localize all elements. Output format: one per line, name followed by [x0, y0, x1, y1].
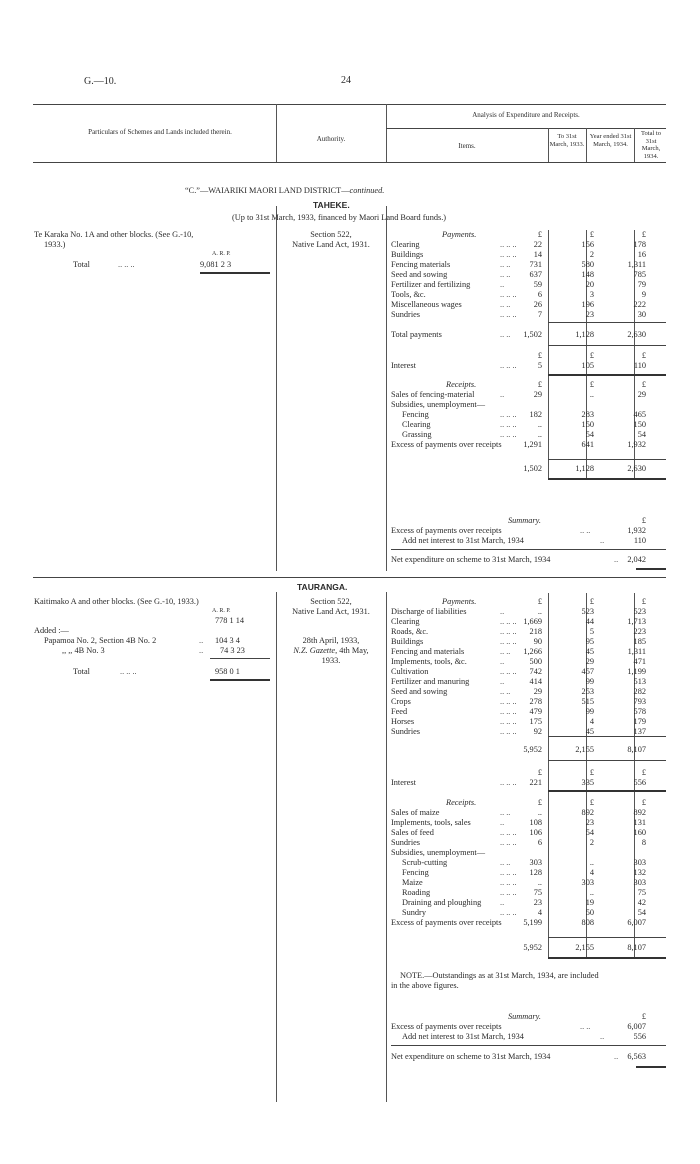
tauranga-receipt-row — [0, 848, 700, 857]
tauranga-payment-row — [0, 697, 700, 706]
tauranga-payment-row-c1: 90 — [533, 637, 542, 646]
tauranga-receipt-row-label: Fencing — [402, 868, 429, 877]
tauranga-payment-row-dots: .. .. .. — [500, 667, 517, 676]
tauranga-total-payments-row: 5,952 2,155 8,107 — [523, 745, 646, 754]
tauranga-receipt-row-c3: 132 — [633, 868, 646, 877]
taheke-receipt-row-c3: 54 — [637, 430, 646, 439]
taheke-payment-row-c2: 148 — [581, 270, 594, 279]
tauranga-payment-row-c1: 479 — [529, 707, 542, 716]
tauranga-payment-row-dots: .. .. .. — [500, 707, 517, 716]
taheke-receipt-row-c3: 465 — [633, 410, 646, 419]
tauranga-receipt-row-dots: .. .. — [500, 808, 511, 817]
taheke-payment-row-c2: 20 — [585, 280, 594, 289]
tauranga-payment-row-c2: 44 — [585, 617, 594, 626]
tauranga-summary-heading: Summary. — [508, 1012, 541, 1021]
tauranga-payment-row-label: Crops — [391, 697, 411, 706]
column-total-1934: Total to 31st March, 1934. — [641, 130, 661, 160]
taheke-payment-row-label: Clearing — [391, 240, 420, 249]
tauranga-receipt-row-dots: .. .. .. — [500, 828, 517, 837]
tauranga-payment-row-dots: .. .. — [500, 687, 511, 696]
taheke-interest-currency: £ £ £ — [537, 351, 646, 360]
tauranga-receipt-row-c3: 303 — [633, 858, 646, 867]
tauranga-interest-row: Interest .. .. .. 221 335 556 — [391, 778, 646, 787]
tauranga-net-expenditure: Net expenditure on scheme to 31st March, 1934 .. 6,563 — [391, 1052, 646, 1061]
tauranga-payment-row-dots: .. .. .. — [500, 627, 517, 636]
tauranga-payment-row-c2: 4 — [589, 717, 594, 726]
taheke-payment-row-c1: 59 — [533, 280, 542, 289]
taheke-particulars-year: 1933.) — [44, 240, 66, 249]
tauranga-receipt-row-label: Sales of feed — [391, 828, 434, 837]
taheke-payment-row-c2: 23 — [585, 310, 594, 319]
taheke-payment-row-c3: 222 — [633, 300, 646, 309]
taheke-receipts-heading-row: Receipts. £ £ £ — [446, 380, 646, 389]
district-title: “C.”—WAIARIKI MAORI LAND DISTRICT—continued. — [185, 186, 385, 195]
taheke-title: TAHEKE. — [313, 200, 350, 210]
tauranga-payment-row — [0, 637, 700, 646]
taheke-receipt-row-c1: 29 — [533, 390, 542, 399]
taheke-payment-row — [0, 310, 700, 319]
tauranga-receipt-row-c3: 892 — [633, 808, 646, 817]
tauranga-receipt-row-dots: .. — [500, 898, 505, 907]
taheke-payment-row — [0, 300, 700, 309]
tauranga-total-area: 958 0 1 — [215, 667, 240, 676]
taheke-receipt-row-label: Clearing — [402, 420, 431, 429]
tauranga-receipt-row-c2: 808 — [581, 918, 594, 927]
tauranga-particulars: Kaitimako A and other blocks. (See G.-10, 1933.) — [34, 597, 199, 606]
tauranga-note: NOTE.—Outstandings as at 31st March, 1934, are included — [400, 971, 599, 980]
tauranga-authority-year: 1933. — [321, 656, 341, 665]
taheke-summary-interest: Add net interest to 31st March, 1934 .. 110 — [402, 536, 646, 545]
taheke-receipt-row — [0, 400, 700, 409]
tauranga-added-2: ,, ,, 4B No. 3 — [62, 646, 105, 655]
tauranga-receipt-row-c1: 75 — [533, 888, 542, 897]
tauranga-receipts-heading-row: Receipts. £ £ £ — [446, 798, 646, 807]
column-particulars: Particulars of Schemes and Lands included therein. — [88, 128, 232, 136]
tauranga-receipt-row-label: Sales of maize — [391, 808, 440, 817]
taheke-payment-row-c1: 14 — [533, 250, 542, 259]
taheke-summary-heading: Summary. — [508, 516, 541, 525]
tauranga-payment-row-c1: 1,266 — [523, 647, 542, 656]
taheke-payment-row-label: Fencing materials — [391, 260, 451, 269]
tauranga-receipt-row-c2: 303 — [581, 878, 594, 887]
tauranga-payment-row-label: Implements, tools, &c. — [391, 657, 467, 666]
tauranga-payment-row-label: Seed and sowing — [391, 687, 448, 696]
taheke-payment-row-dots: .. .. .. — [500, 310, 517, 319]
tauranga-receipt-row-label: Sundry — [402, 908, 426, 917]
tauranga-payment-row-label: Roads, &c. — [391, 627, 429, 636]
tauranga-receipt-row-c3: 54 — [637, 908, 646, 917]
tauranga-payment-row-dots: .. — [500, 607, 505, 616]
taheke-summary-currency: £ — [641, 516, 646, 525]
tauranga-payment-row-c3: 793 — [633, 697, 646, 706]
taheke-receipt-row-dots: .. .. .. — [500, 430, 517, 439]
taheke-receipt-row-c3: 29 — [637, 390, 646, 399]
tauranga-payment-row-c1: .. — [537, 607, 542, 616]
taheke-payment-row-c2: 3 — [589, 290, 594, 299]
tauranga-receipt-row-c2: 19 — [585, 898, 594, 907]
taheke-total-label: Total — [73, 260, 90, 269]
tauranga-payment-row-label: Fencing and materials — [391, 647, 465, 656]
tauranga-payment-row-c1: 218 — [529, 627, 542, 636]
taheke-payment-row — [0, 250, 700, 259]
taheke-payment-row-c3: 30 — [637, 310, 646, 319]
tauranga-added-2-area: 74 3 23 — [220, 646, 245, 655]
tauranga-receipt-row-dots: .. .. .. — [500, 868, 517, 877]
taheke-payment-row-dots: .. .. .. — [500, 290, 517, 299]
tauranga-receipt-row-label: Implements, tools, sales — [391, 818, 471, 827]
tauranga-payment-row-c3: 1,311 — [627, 647, 646, 656]
tauranga-receipt-row-c2: 23 — [585, 818, 594, 827]
tauranga-arp-head: A. R. P. — [212, 608, 231, 614]
tauranga-receipt-row-dots: .. — [500, 818, 505, 827]
tauranga-payment-row — [0, 657, 700, 666]
taheke-receipt-row-c2: 283 — [581, 410, 594, 419]
taheke-receipt-row-c2: .. — [589, 390, 594, 399]
taheke-receipt-row-label: Grassing — [402, 430, 432, 439]
tauranga-receipt-row-c3: 160 — [633, 828, 646, 837]
tauranga-payment-row-c3: 137 — [633, 727, 646, 736]
tauranga-receipt-row-c2: 50 — [585, 908, 594, 917]
taheke-receipt-row-label: Excess of payments over receipts — [391, 440, 502, 449]
tauranga-payment-row-c1: 414 — [529, 677, 542, 686]
taheke-total-dots: .. .. .. — [118, 260, 135, 269]
taheke-payment-row-dots: .. .. .. — [500, 240, 517, 249]
taheke-receipt-row — [0, 420, 700, 429]
taheke-total-payments-row: Total payments .. .. 1,502 1,128 2,630 — [391, 330, 646, 339]
tauranga-payment-row-c2: 5 — [589, 627, 594, 636]
taheke-payment-row-c1: 731 — [529, 260, 542, 269]
taheke-receipt-row-label: Subsidies, unemployment— — [391, 400, 486, 409]
tauranga-added-1: Papamoa No. 2, Section 4B No. 2 — [44, 636, 157, 645]
tauranga-payment-row-c1: 742 — [529, 667, 542, 676]
tauranga-payment-row-c2: 253 — [581, 687, 594, 696]
taheke-payment-row-dots: .. .. — [500, 300, 511, 309]
tauranga-payment-row-c2: 45 — [585, 647, 594, 656]
tauranga-added-1-area: 104 3 4 — [215, 636, 240, 645]
tauranga-receipt-row-c2: 54 — [585, 828, 594, 837]
tauranga-receipt-row-c1: 128 — [529, 868, 542, 877]
tauranga-receipt-row — [0, 828, 700, 837]
tauranga-receipt-row-c3: 75 — [637, 888, 646, 897]
tauranga-payment-row-c2: 29 — [585, 657, 594, 666]
tauranga-receipt-row-c3: 6,007 — [627, 918, 646, 927]
taheke-payment-row-c3: 785 — [633, 270, 646, 279]
taheke-payment-row — [0, 280, 700, 289]
tauranga-payment-row-dots: .. .. .. — [500, 717, 517, 726]
taheke-payment-row-c2: 2 — [589, 250, 594, 259]
taheke-payment-row-c3: 9 — [641, 290, 646, 299]
tauranga-receipt-row-dots: .. .. .. — [500, 908, 517, 917]
tauranga-payment-row-label: Discharge of liabilities — [391, 607, 467, 616]
taheke-receipt-row-dots: .. — [500, 390, 505, 399]
column-year-1934: Year ended 31st March, 1934. — [589, 133, 632, 148]
tauranga-summary-excess: Excess of payments over receipts .. .. 6,007 — [391, 1022, 646, 1031]
taheke-receipt-row-c3: 1,932 — [627, 440, 646, 449]
taheke-summary-excess: Excess of payments over receipts .. .. 1,932 — [391, 526, 646, 535]
tauranga-note-cont: in the above figures. — [391, 981, 459, 990]
tauranga-receipt-row-c2: .. — [589, 858, 594, 867]
tauranga-receipt-row-c1: 108 — [529, 818, 542, 827]
tauranga-payment-row-dots: .. .. .. — [500, 727, 517, 736]
taheke-payment-row — [0, 290, 700, 299]
taheke-receipt-row-c1: .. — [537, 420, 542, 429]
tauranga-payment-row-dots: .. — [500, 677, 505, 686]
taheke-payment-row-label: Fertilizer and fertilizing — [391, 280, 471, 289]
taheke-receipt-row-c1: 1,291 — [523, 440, 542, 449]
tauranga-payment-row-c1: 92 — [533, 727, 542, 736]
tauranga-payment-row-c2: 99 — [585, 707, 594, 716]
tauranga-payment-row-c1: 29 — [533, 687, 542, 696]
taheke-payment-row-dots: .. — [500, 280, 505, 289]
tauranga-receipt-row-c3: 303 — [633, 878, 646, 887]
taheke-payment-row-label: Tools, &c. — [391, 290, 426, 299]
tauranga-payment-row-dots: .. .. .. — [500, 637, 517, 646]
tauranga-receipt-row-dots: .. .. — [500, 858, 511, 867]
tauranga-total-dots: .. .. .. — [120, 667, 137, 676]
tauranga-payment-row-c3: 471 — [633, 657, 646, 666]
tauranga-payment-row-c2: 95 — [585, 637, 594, 646]
tauranga-payment-row-label: Cultivation — [391, 667, 429, 676]
tauranga-payment-row-c3: 282 — [633, 687, 646, 696]
tauranga-receipt-row-c3: 8 — [641, 838, 646, 847]
tauranga-summary-interest: Add net interest to 31st March, 1934 .. 556 — [402, 1032, 646, 1041]
tauranga-payment-row-c1: 175 — [529, 717, 542, 726]
tauranga-payment-row-label: Buildings — [391, 637, 424, 646]
taheke-payment-row-dots: .. .. — [500, 260, 511, 269]
tauranga-payment-row-c3: 513 — [633, 677, 646, 686]
taheke-payment-row-c1: 6 — [537, 290, 542, 299]
tauranga-receipt-row-c1: .. — [537, 878, 542, 887]
tauranga-receipt-row-dots: .. .. .. — [500, 838, 517, 847]
tauranga-receipt-row-c1: .. — [537, 808, 542, 817]
tauranga-payment-row-c2: 99 — [585, 677, 594, 686]
tauranga-receipt-row — [0, 868, 700, 877]
taheke-payment-row — [0, 260, 700, 269]
tauranga-receipt-row — [0, 898, 700, 907]
tauranga-added-label: Added :— — [34, 626, 69, 635]
tauranga-payment-row — [0, 687, 700, 696]
taheke-payment-row-c1: 637 — [529, 270, 542, 279]
tauranga-added-1-dots: .. — [199, 636, 204, 645]
tauranga-payment-row-c3: 179 — [633, 717, 646, 726]
taheke-receipt-row-dots: .. .. .. — [500, 410, 517, 419]
tauranga-receipt-row-c1: 5,199 — [523, 918, 542, 927]
tauranga-authority-date: 28th April, 1933, — [302, 636, 360, 645]
taheke-receipt-row-c2: 641 — [581, 440, 594, 449]
tauranga-payment-row-dots: .. .. .. — [500, 697, 517, 706]
tauranga-receipt-row-c2: 2 — [589, 838, 594, 847]
taheke-receipt-row-c3: 150 — [633, 420, 646, 429]
tauranga-payment-row-dots: .. .. — [500, 647, 511, 656]
tauranga-payment-row — [0, 717, 700, 726]
tauranga-authority-gazette: N.Z. Gazette, 4th May, — [293, 646, 369, 655]
taheke-arp-head: A. R. P. — [212, 251, 231, 257]
taheke-net-expenditure: Net expenditure on scheme to 31st March, 1934 .. 2,042 — [391, 555, 646, 564]
tauranga-receipt-row-c1: 6 — [537, 838, 542, 847]
tauranga-receipt-row-c1: 303 — [529, 858, 542, 867]
tauranga-receipt-row-c3: 131 — [633, 818, 646, 827]
tauranga-payment-row — [0, 627, 700, 636]
tauranga-payment-row-c1: 500 — [529, 657, 542, 666]
taheke-receipt-row-label: Fencing — [402, 410, 429, 419]
tauranga-payment-row — [0, 677, 700, 686]
tauranga-receipt-row-c2: 4 — [589, 868, 594, 877]
tauranga-payment-row-c2: 457 — [581, 667, 594, 676]
tauranga-payment-row-c2: 515 — [581, 697, 594, 706]
taheke-receipt-row-c2: 54 — [585, 430, 594, 439]
taheke-payment-row-c1: 7 — [537, 310, 542, 319]
tauranga-receipt-row — [0, 808, 700, 817]
tauranga-payment-row-label: Sundries — [391, 727, 421, 736]
page-ref: G.—10. — [84, 76, 117, 87]
taheke-payment-row-c1: 22 — [533, 240, 542, 249]
tauranga-receipt-row — [0, 888, 700, 897]
tauranga-receipt-row-label: Roading — [402, 888, 431, 897]
tauranga-receipt-row-label: Sundries — [391, 838, 421, 847]
tauranga-receipt-row-c2: .. — [589, 888, 594, 897]
taheke-payment-row-c2: 156 — [581, 240, 594, 249]
taheke-receipts-total-row: 1,502 1,128 2,630 — [523, 464, 646, 473]
taheke-payment-row-dots: .. .. — [500, 270, 511, 279]
taheke-receipt-row-dots: .. .. .. — [500, 420, 517, 429]
tauranga-payment-row-c2: 45 — [585, 727, 594, 736]
tauranga-receipt-row — [0, 918, 700, 927]
taheke-receipt-row-label: Sales of fencing-material — [391, 390, 475, 399]
tauranga-payments-heading: Payments. — [442, 597, 477, 606]
taheke-payment-row-c3: 16 — [637, 250, 646, 259]
tauranga-payment-row-label: Fertilizer and manuring — [391, 677, 470, 686]
column-analysis: Analysis of Expenditure and Receipts. — [472, 111, 580, 119]
tauranga-payment-row-c2: 523 — [581, 607, 594, 616]
tauranga-payment-row-c1: 278 — [529, 697, 542, 706]
tauranga-receipt-row-c1: 23 — [533, 898, 542, 907]
tauranga-receipts-total-row: 5,952 2,155 8,107 — [523, 943, 646, 952]
tauranga-payment-row-c3: 578 — [633, 707, 646, 716]
tauranga-receipt-row-label: Subsidies, unemployment— — [391, 848, 486, 857]
tauranga-receipt-row — [0, 858, 700, 867]
taheke-receipt-row-c1: 182 — [529, 410, 542, 419]
tauranga-payment-row-label: Clearing — [391, 617, 420, 626]
tauranga-total-label: Total — [73, 667, 90, 676]
tauranga-currency-row: £ £ £ — [537, 597, 646, 606]
tauranga-payment-row-c3: 185 — [633, 637, 646, 646]
tauranga-payment-row-c3: 223 — [633, 627, 646, 636]
tauranga-receipt-row-label: Maize — [402, 878, 423, 887]
taheke-payment-row-c3: 178 — [633, 240, 646, 249]
tauranga-receipt-row-dots: .. .. .. — [500, 888, 517, 897]
tauranga-receipt-row-label: Draining and ploughing — [402, 898, 482, 907]
taheke-receipt-row — [0, 410, 700, 419]
taheke-receipt-row — [0, 440, 700, 449]
tauranga-receipt-row-dots: .. .. .. — [500, 878, 517, 887]
taheke-payment-row-dots: .. .. .. — [500, 250, 517, 259]
taheke-receipt-row — [0, 390, 700, 399]
taheke-payment-row-c1: 26 — [533, 300, 542, 309]
tauranga-authority-act: Native Land Act, 1931. — [292, 607, 370, 616]
tauranga-payment-row — [0, 647, 700, 656]
tauranga-payment-row-c1: 1,669 — [523, 617, 542, 626]
column-authority: Authority. — [316, 135, 346, 143]
tauranga-payment-row-dots: .. — [500, 657, 505, 666]
taheke-payment-row-c3: 79 — [637, 280, 646, 289]
tauranga-payment-row-c3: 1,199 — [627, 667, 646, 676]
tauranga-summary-currency: £ — [641, 1012, 646, 1021]
tauranga-payment-row — [0, 617, 700, 626]
tauranga-receipt-row-c1: 106 — [529, 828, 542, 837]
taheke-payment-row — [0, 270, 700, 279]
tauranga-added-2-dots: .. — [199, 646, 204, 655]
page-number: 24 — [341, 75, 351, 86]
taheke-interest-row: Interest .. .. .. 5 105 110 — [391, 361, 646, 370]
tauranga-receipt-row — [0, 908, 700, 917]
tauranga-authority: Section 522, — [310, 597, 352, 606]
tauranga-receipt-row — [0, 818, 700, 827]
tauranga-payment-row-c3: 1,713 — [627, 617, 646, 626]
tauranga-payment-row-label: Horses — [391, 717, 415, 726]
tauranga-receipt-row-label: Excess of payments over receipts — [391, 918, 502, 927]
column-items: Items. — [458, 142, 476, 150]
tauranga-receipt-row-label: Scrub-cutting — [402, 858, 448, 867]
tauranga-payment-row — [0, 707, 700, 716]
column-to-1933: To 31st March, 1933. — [549, 133, 585, 148]
taheke-payment-row — [0, 240, 700, 249]
tauranga-payment-row — [0, 727, 700, 736]
tauranga-receipt-row — [0, 838, 700, 847]
tauranga-payment-row — [0, 607, 700, 616]
taheke-particulars: Te Karaka No. 1A and other blocks. (See G.-10, — [34, 230, 194, 239]
taheke-payment-row-label: Buildings — [391, 250, 424, 259]
tauranga-payment-row-dots: .. .. .. — [500, 617, 517, 626]
taheke-payment-row-c2: 196 — [581, 300, 594, 309]
taheke-payment-row-label: Miscellaneous wages — [391, 300, 462, 309]
tauranga-receipt-row-c1: 4 — [537, 908, 542, 917]
taheke-subtitle: (Up to 31st March, 1933, financed by Maori Land Board funds.) — [232, 213, 447, 222]
tauranga-receipt-row-c3: 42 — [637, 898, 646, 907]
taheke-total-area: 9,081 2 3 — [200, 260, 232, 269]
taheke-payment-row-label: Sundries — [391, 310, 421, 319]
taheke-receipt-row — [0, 430, 700, 439]
tauranga-payment-row — [0, 667, 700, 676]
tauranga-base-area: 778 1 14 — [215, 616, 245, 625]
tauranga-interest-currency: £ £ £ — [537, 768, 646, 777]
tauranga-payment-row-c3: 523 — [633, 607, 646, 616]
taheke-payments-heading: Payments. — [442, 230, 477, 239]
taheke-payment-row-c2: 580 — [581, 260, 594, 269]
tauranga-receipt-row-c2: 892 — [581, 808, 594, 817]
tauranga-receipt-row — [0, 878, 700, 887]
taheke-payment-row-label: Seed and sowing — [391, 270, 448, 279]
taheke-authority-act: Native Land Act, 1931. — [292, 240, 370, 249]
taheke-payment-row-c3: 1,311 — [627, 260, 646, 269]
tauranga-payment-row-label: Feed — [391, 707, 408, 716]
taheke-currency-row: £ £ £ — [537, 230, 646, 239]
taheke-receipt-row-c2: 150 — [581, 420, 594, 429]
taheke-authority: Section 522, — [310, 230, 352, 239]
tauranga-title: TAURANGA. — [297, 582, 348, 592]
taheke-receipt-row-c1: .. — [537, 430, 542, 439]
